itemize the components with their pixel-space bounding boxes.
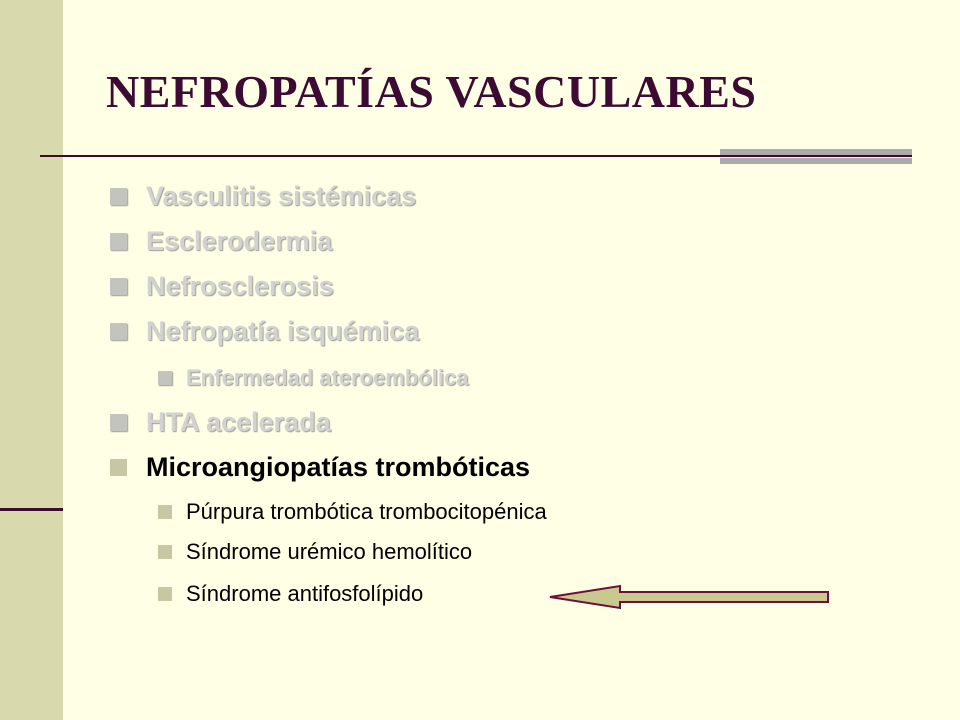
square-bullet-icon [110, 414, 127, 431]
square-bullet-icon [110, 278, 127, 295]
left-arrow-icon [548, 584, 832, 612]
sub-bullet-item [158, 363, 468, 393]
bullet-item [110, 313, 419, 349]
bullet-text: Nefrosclerosis [146, 270, 334, 301]
square-bullet-icon [110, 233, 127, 250]
bullet-text: HTA acelerada [146, 406, 331, 437]
bullet-text: Microangiopatías trombóticas [146, 451, 531, 482]
bullet-item [110, 268, 334, 304]
square-bullet-icon [158, 587, 172, 601]
bullet-text: Vasculitis sistémicas [146, 180, 417, 211]
square-bullet-icon [158, 505, 172, 519]
square-bullet-icon [110, 323, 127, 340]
square-bullet-icon [158, 545, 172, 559]
bullet-text: Síndrome antifosfolípido [186, 581, 424, 606]
slide-title: NEFROPATÍAS VASCULARES [106, 66, 757, 117]
bullet-text: Nefropatía isquémica [146, 315, 420, 346]
bullet-item [110, 404, 331, 440]
bullet-text: Esclerodermia [146, 225, 333, 256]
square-bullet-icon [110, 459, 127, 476]
arrow-shape [550, 586, 828, 608]
bullet-text: Púrpura trombótica trombocitopénica [186, 499, 547, 524]
sub-bullet-item [158, 537, 472, 567]
bullet-item [110, 178, 416, 214]
sub-bullet-item [158, 579, 423, 609]
bullet-item [110, 223, 332, 259]
bullet-text: Síndrome urémico hemolítico [186, 539, 473, 564]
square-bullet-icon [110, 188, 127, 205]
sub-bullet-item [158, 497, 547, 527]
bullet-item [110, 449, 530, 485]
bullet-text: Enfermedad ateroembólica [186, 365, 469, 390]
square-bullet-icon [158, 371, 172, 385]
